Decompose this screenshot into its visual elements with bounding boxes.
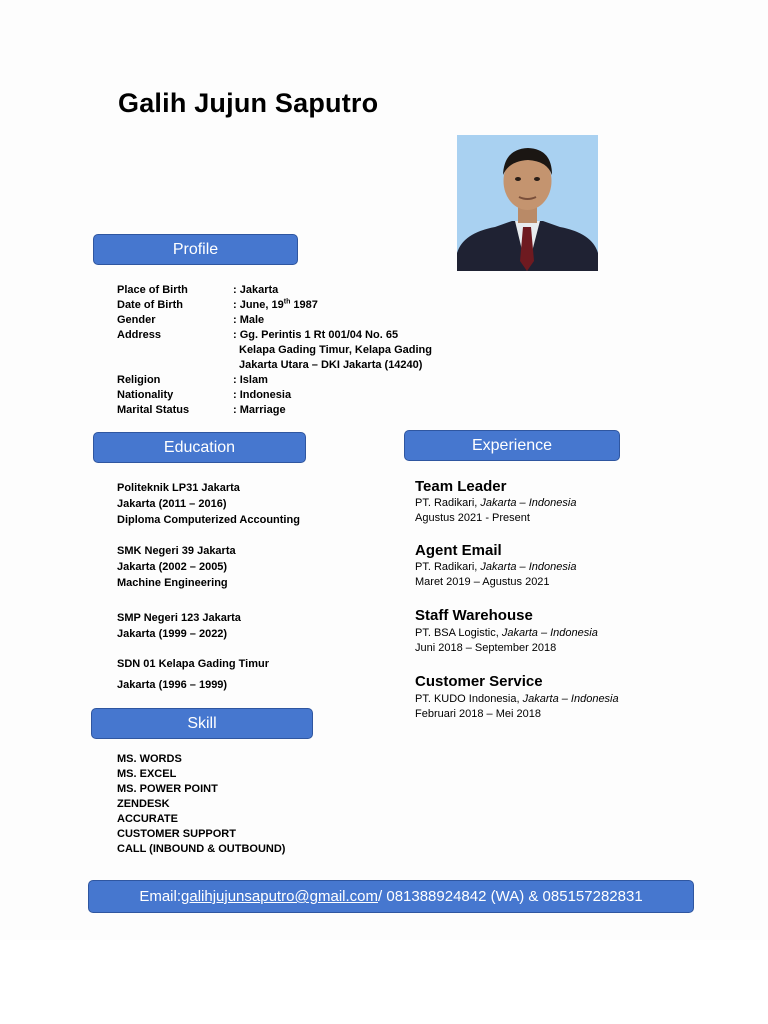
job-period: Juni 2018 – September 2018 bbox=[415, 642, 557, 654]
education-major: Machine Engineering bbox=[117, 577, 228, 589]
job-company bbox=[415, 560, 576, 575]
marital-status-value: : Marriage bbox=[233, 404, 286, 416]
skill-item: CUSTOMER SUPPORT bbox=[117, 828, 236, 840]
profile-heading: Profile bbox=[172, 240, 219, 258]
gender-value: : Male bbox=[233, 314, 265, 326]
birth-date-value bbox=[233, 298, 318, 313]
education-period: Jakarta (1996 – 1999) bbox=[117, 679, 228, 691]
job-location: Jakarta – Indonesia bbox=[480, 561, 577, 573]
email-link[interactable]: galihjujunsaputro@gmail.com bbox=[181, 888, 379, 905]
skill-list bbox=[117, 752, 285, 857]
birth-place-value: : Jakarta bbox=[233, 284, 279, 296]
job-title: Staff Warehouse bbox=[415, 607, 533, 624]
skill-heading: Skill bbox=[187, 714, 217, 732]
address-line-2: Kelapa Gading Timur, Kelapa Gading bbox=[239, 344, 432, 356]
education-section-header bbox=[93, 432, 306, 463]
job-period: Maret 2019 – Agustus 2021 bbox=[415, 576, 550, 588]
email-label: Email: bbox=[139, 888, 182, 905]
job-company bbox=[415, 692, 619, 707]
religion-value: : Islam bbox=[233, 374, 268, 386]
marital-status-label: Marital Status bbox=[117, 404, 190, 416]
nationality-label: Nationality bbox=[117, 389, 174, 401]
profile-photo bbox=[457, 135, 598, 271]
gender-label: Gender bbox=[117, 314, 156, 326]
address-label: Address bbox=[117, 329, 162, 341]
education-heading: Education bbox=[163, 438, 236, 456]
education-period: Jakarta (1999 – 2022) bbox=[117, 628, 228, 640]
skill-item: ZENDESK bbox=[117, 798, 170, 810]
job-title: Agent Email bbox=[415, 542, 502, 559]
birth-place-label: Place of Birth bbox=[117, 284, 188, 296]
job-company bbox=[415, 626, 598, 641]
job-location: Jakarta – Indonesia bbox=[501, 627, 598, 639]
education-school: Politeknik LP31 Jakarta bbox=[117, 482, 240, 494]
education-school: SDN 01 Kelapa Gading Timur bbox=[117, 658, 270, 670]
education-period: Jakarta (2002 – 2005) bbox=[117, 561, 228, 573]
job-company-name: PT. Radikari, bbox=[415, 561, 481, 573]
birth-date-day: : June, 19 bbox=[233, 299, 284, 311]
skill-item: MS. WORDS bbox=[117, 753, 182, 765]
religion-label: Religion bbox=[117, 374, 161, 386]
birth-date-year: 1987 bbox=[290, 299, 318, 311]
experience-heading: Experience bbox=[471, 436, 553, 454]
job-location: Jakarta – Indonesia bbox=[480, 497, 577, 509]
education-period: Jakarta (2011 – 2016) bbox=[117, 498, 227, 510]
birth-date-ordinal: th bbox=[283, 298, 291, 306]
education-major: Diploma Computerized Accounting bbox=[117, 514, 300, 526]
job-company bbox=[415, 496, 576, 511]
candidate-name: Galih Jujun Saputro bbox=[118, 88, 379, 118]
birth-date-label: Date of Birth bbox=[117, 299, 183, 311]
job-title: Team Leader bbox=[415, 478, 507, 495]
person-portrait-icon bbox=[457, 135, 598, 271]
skill-section-header bbox=[91, 708, 313, 739]
nationality-value: : Indonesia bbox=[233, 389, 292, 401]
education-school: SMK Negeri 39 Jakarta bbox=[117, 545, 236, 557]
profile-section-header bbox=[93, 234, 298, 265]
address-line-1: : Gg. Perintis 1 Rt 001/04 No. 65 bbox=[233, 329, 399, 341]
job-company-name: PT. KUDO Indonesia, bbox=[415, 693, 523, 705]
skill-item: ACCURATE bbox=[117, 813, 178, 825]
job-period: Februari 2018 – Mei 2018 bbox=[415, 708, 541, 720]
job-company-name: PT. Radikari, bbox=[415, 497, 481, 509]
education-school: SMP Negeri 123 Jakarta bbox=[117, 612, 241, 624]
contact-bar bbox=[88, 880, 694, 913]
skill-item: MS. EXCEL bbox=[117, 768, 177, 780]
skill-item: MS. POWER POINT bbox=[117, 783, 218, 795]
experience-section-header bbox=[404, 430, 620, 461]
job-period: Agustus 2021 - Present bbox=[415, 512, 530, 524]
job-location: Jakarta – Indonesia bbox=[522, 693, 619, 705]
phone-numbers: / 081388924842 (WA) & 085157282831 bbox=[378, 888, 643, 905]
address-line-3: Jakarta Utara – DKI Jakarta (14240) bbox=[239, 359, 423, 371]
job-title: Customer Service bbox=[415, 673, 543, 690]
skill-item: CALL (INBOUND & OUTBOUND) bbox=[117, 843, 286, 855]
job-company-name: PT. BSA Logistic, bbox=[415, 627, 502, 639]
